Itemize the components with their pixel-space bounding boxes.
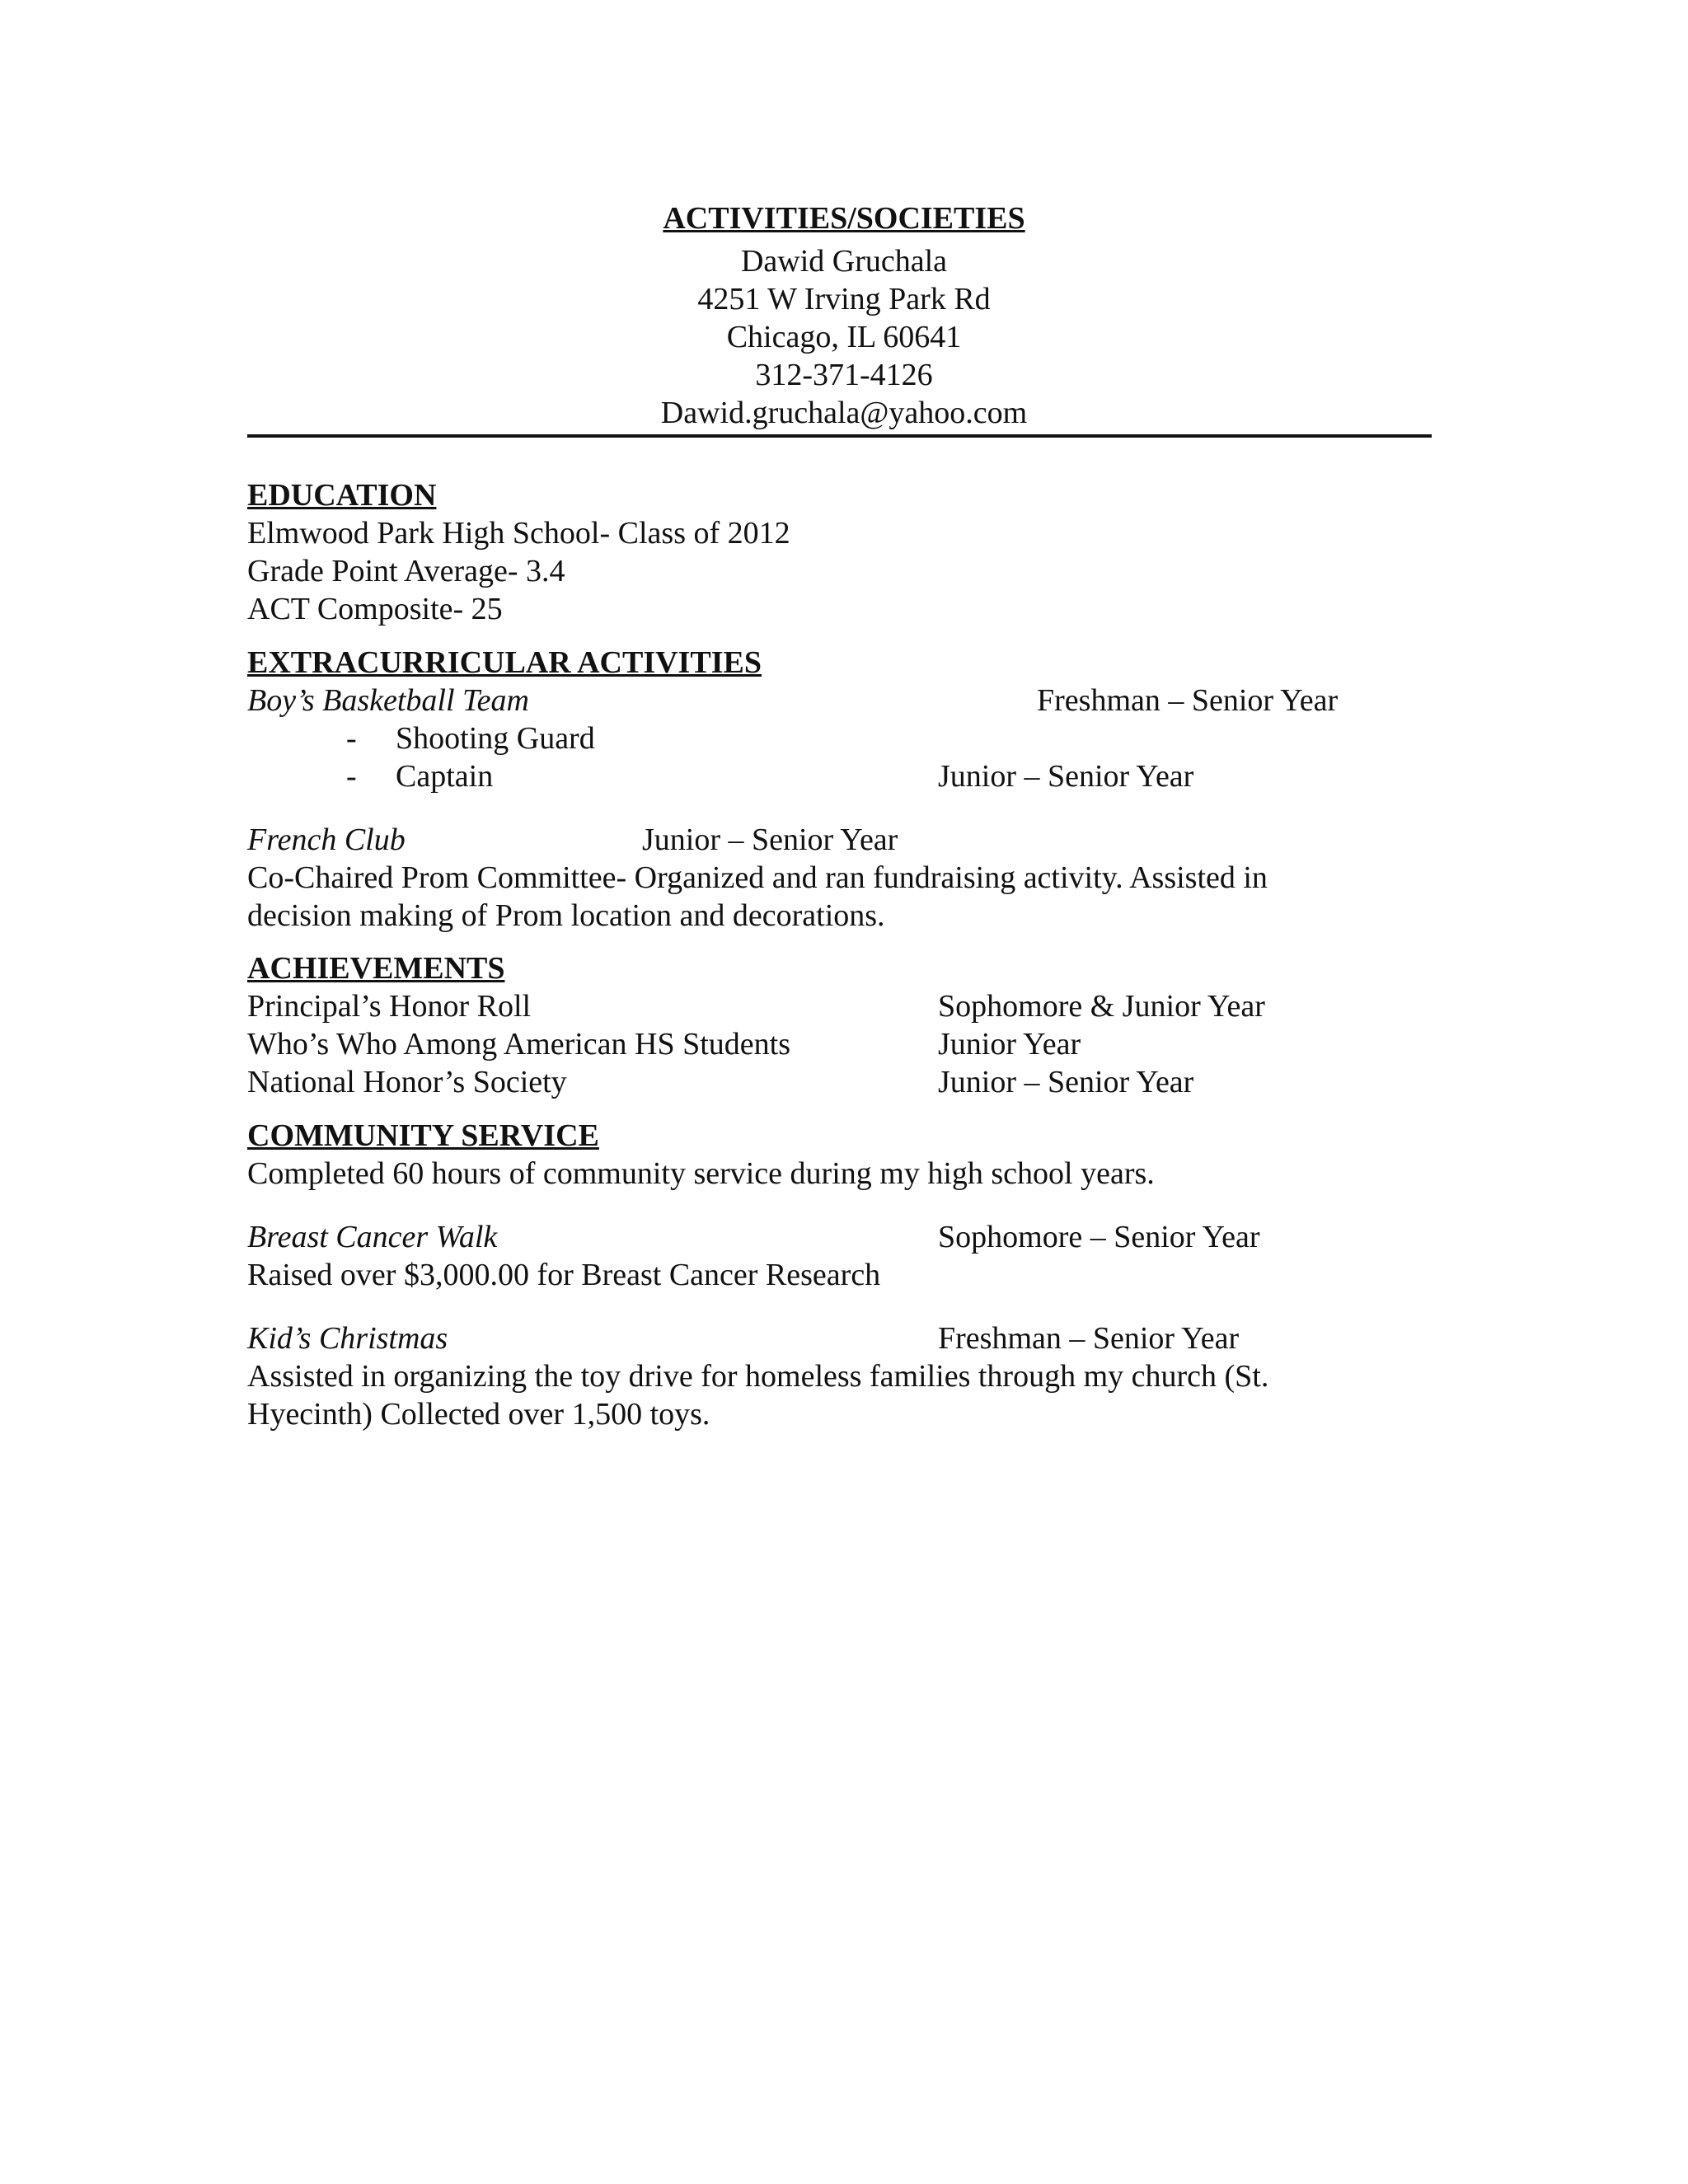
extracurricular-heading: EXTRACURRICULAR ACTIVITIES: [247, 645, 762, 680]
education-school: Elmwood Park High School- Class of 2012: [247, 516, 790, 551]
basketball-period: Freshman – Senior Year: [1037, 683, 1339, 718]
breast-cancer-title: Breast Cancer Walk: [247, 1220, 498, 1254]
achievement-label: National Honor’s Society: [247, 1065, 567, 1099]
kids-christmas-description-line2: Hyecinth) Collected over 1,500 toys.: [247, 1397, 710, 1432]
education-gpa: Grade Point Average- 3.4: [247, 554, 565, 588]
french-club-period: Junior – Senior Year: [642, 823, 898, 857]
kids-christmas-title: Kid’s Christmas: [247, 1321, 448, 1356]
breast-cancer-description: Raised over $3,000.00 for Breast Cancer Research: [247, 1258, 881, 1292]
kids-christmas-description-line1: Assisted in organizing the toy drive for homeless families through my church (St.: [247, 1359, 1269, 1394]
role-shooting-guard: Shooting Guard: [396, 721, 595, 756]
achievement-period: Junior Year: [938, 1027, 1081, 1062]
role-dash: -: [346, 759, 357, 794]
basketball-title: Boy’s Basketball Team: [247, 683, 529, 718]
contact-address-street: 4251 W Irving Park Rd: [697, 282, 991, 316]
prom-description-line1: Co-Chaired Prom Committee- Organized and ran fundraising activity. Assisted in: [247, 860, 1268, 895]
prom-description-line2: decision making of Prom location and decorations.: [247, 898, 885, 933]
header-divider: [247, 434, 1432, 438]
role-dash: -: [346, 721, 357, 756]
contact-name: Dawid Gruchala: [740, 244, 948, 279]
kids-christmas-period: Freshman – Senior Year: [938, 1321, 1240, 1356]
community-heading: COMMUNITY SERVICE: [247, 1118, 599, 1153]
achievements-heading: ACHIEVEMENTS: [247, 951, 505, 986]
achievement-label: Principal’s Honor Roll: [247, 989, 532, 1024]
community-summary: Completed 60 hours of community service during my high school years.: [247, 1156, 1155, 1191]
contact-phone: 312-371-4126: [755, 358, 933, 392]
breast-cancer-period: Sophomore – Senior Year: [938, 1220, 1260, 1254]
french-club-title: French Club: [247, 823, 406, 857]
achievement-period: Junior – Senior Year: [938, 1065, 1194, 1099]
achievement-period: Sophomore & Junior Year: [938, 989, 1265, 1024]
document-title: ACTIVITIES/SOCIETIES: [663, 201, 1025, 236]
captain-period: Junior – Senior Year: [938, 759, 1194, 794]
contact-address-city: Chicago, IL 60641: [726, 320, 962, 354]
education-act: ACT Composite- 25: [247, 592, 503, 626]
contact-email: Dawid.gruchala@yahoo.com: [660, 396, 1028, 430]
role-captain: Captain: [396, 759, 494, 794]
education-heading: EDUCATION: [247, 478, 437, 513]
achievement-label: Who’s Who Among American HS Students: [247, 1027, 790, 1062]
